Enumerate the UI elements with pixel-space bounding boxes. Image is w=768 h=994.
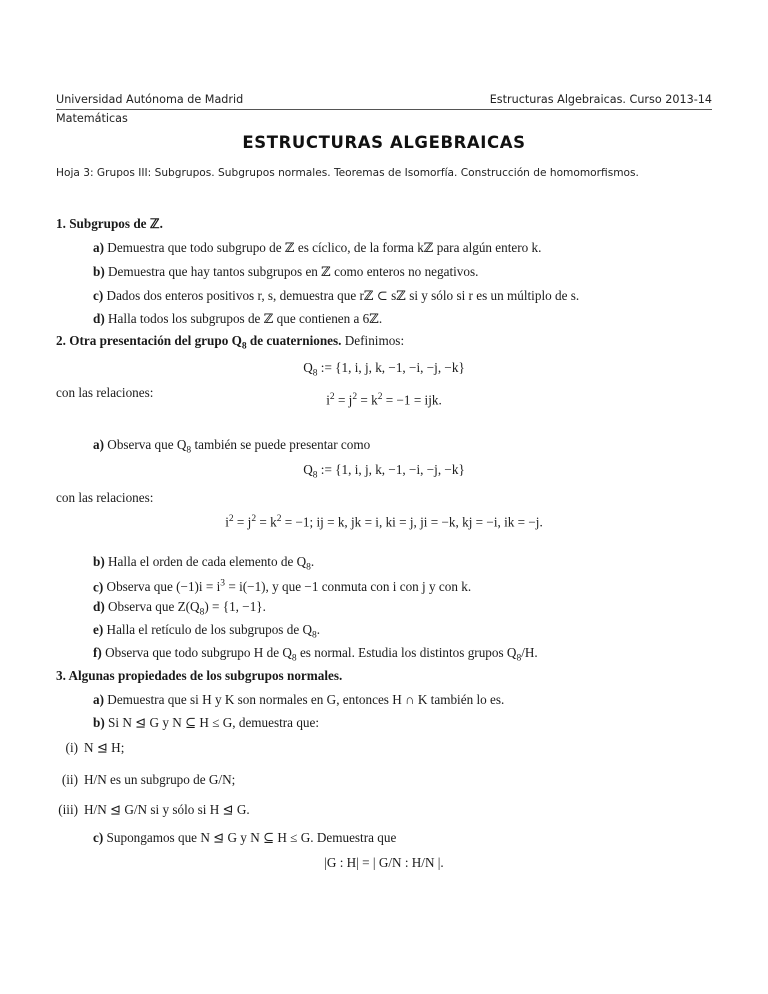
item-text: Observa que $(-1)i = i^3 = i(-1)$, y que −1 conmuta con i con j y con k. — [106, 579, 472, 595]
roman-label: (iii) — [58, 802, 78, 817]
exercise-2-item-f — [93, 645, 538, 667]
exercise-2-display-2: $i^2 = j^2 = k^2 = -1$ = ijk. — [326, 392, 442, 408]
item-label: c) — [93, 830, 104, 845]
exercise-2-title-tail: Definimos: — [344, 333, 405, 348]
item-text: Demuestra que si H y K son normales en G, entonces H ∩ K también lo es. — [107, 692, 505, 707]
roman-text: H/N ⊴ G/N si y sólo si H ⊴ G. — [84, 802, 250, 817]
exercise-1-item-a — [93, 240, 541, 256]
exercise-2-display-3: $Q_8$ := {1, i, j, k, −1, −i, −j, −k} — [303, 462, 465, 481]
item-label: b) — [93, 715, 105, 730]
exercise-3-display-final: |G : H| = | G/N : H/N |. — [324, 855, 444, 870]
exercise-1-item-b — [93, 264, 478, 280]
exercise-2-relations-intro-1: con las relaciones: — [56, 385, 154, 400]
item-text: Halla el retículo de los subgrupos de $Q_8$. — [106, 622, 321, 641]
roman-text: N ⊴ H; — [84, 740, 125, 755]
item-label: c) — [93, 288, 104, 303]
exercise-1-item-c — [93, 288, 579, 304]
item-label: b) — [93, 264, 105, 279]
exercise-2-heading — [56, 333, 404, 355]
item-text: Demuestra que hay tantos subgrupos en ℤ como enteros no negativos. — [108, 264, 479, 279]
exercise-3-item-b — [93, 715, 319, 731]
item-text: Supongamos que N ⊴ G y N ⊆ H ≤ G. Demuestra que — [106, 830, 397, 845]
header-course: Estructuras Algebraicas. Curso 2013-14 — [489, 93, 712, 106]
item-text: Halla el orden de cada elemento de $Q_8$. — [108, 554, 315, 573]
exercise-2-item-e — [93, 622, 320, 644]
item-text: Observa que $Z(Q_8) = \{1$, −1}. — [108, 599, 266, 618]
sheet-subtitle: Hoja 3: Grupos III: Subgrupos. Subgrupos normales. Teoremas de Isomorfía. Construcción de homomorfismos. — [56, 167, 639, 179]
exercise-3-title: Algunas propiedades de los subgrupos normales. — [68, 668, 343, 683]
header-department: Matemáticas — [56, 112, 128, 125]
exercise-1-title: Subgrupos de ℤ. — [69, 216, 163, 231]
item-text: Observa que todo subgrupo H de $Q_8$ es normal. Estudia los distintos grupos $Q_8/H$. — [105, 645, 538, 664]
exercise-2-item-b — [93, 554, 314, 576]
exercise-1-heading — [56, 216, 163, 232]
exercise-2-title: Otra presentación del grupo $Q_8$ de cuaterniones. — [69, 333, 342, 352]
exercise-2-display-1: $Q_8$ := {1, i, j, k, −1, −i, −j, −k} — [303, 360, 465, 379]
item-text: Demuestra que todo subgrupo de ℤ es cíclico, de la forma kℤ para algún entero k. — [107, 240, 542, 255]
item-label: e) — [93, 622, 104, 637]
item-label: d) — [93, 311, 105, 326]
page-title: ESTRUCTURAS ALGEBRAICAS — [242, 133, 526, 152]
item-label: a) — [93, 240, 104, 255]
item-label: a) — [93, 437, 104, 452]
exercise-2-relations-intro-2: con las relaciones: — [56, 490, 154, 505]
item-text: Si N ⊴ G y N ⊆ H ≤ G, demuestra que: — [108, 715, 320, 730]
item-text: Dados dos enteros positivos r, s, demuestra que rℤ ⊂ sℤ si y sólo si r es un múltiplo de s. — [106, 288, 580, 303]
header-rule — [56, 109, 712, 110]
exercise-2-item-c — [93, 576, 471, 595]
running-header — [56, 92, 712, 109]
item-label: b) — [93, 554, 105, 569]
exercise-3-number: 3. — [56, 668, 66, 683]
exercise-1-item-d — [93, 311, 382, 327]
exercise-3-heading — [56, 668, 342, 684]
item-text: Halla todos los subgrupos de ℤ que contienen a 6ℤ. — [108, 311, 383, 326]
exercise-1-number: 1. — [56, 216, 66, 231]
item-label: d) — [93, 599, 105, 614]
item-label: a) — [93, 692, 104, 707]
roman-label: (i) — [65, 740, 78, 755]
item-label: f) — [93, 645, 102, 660]
exercise-3-item-c — [93, 830, 396, 846]
roman-text: H/N es un subgrupo de G/N; — [84, 772, 236, 787]
exercise-2-item-d — [93, 599, 266, 621]
item-label: c) — [93, 579, 104, 595]
exercise-2-display-4: $i^2 = j^2 = k^2 = -1$; ij = k, jk = i, ki = j, ji = −k, kj = −i, ik = −j. — [225, 514, 543, 530]
header-university: Universidad Autónoma de Madrid — [56, 93, 244, 106]
exercise-2-item-a — [93, 437, 370, 459]
item-text: Observa que $Q_8$ también se puede presentar como — [107, 437, 371, 456]
exercise-3-item-a — [93, 692, 504, 708]
exercise-2-number: 2. — [56, 333, 66, 348]
roman-label: (ii) — [61, 772, 78, 787]
